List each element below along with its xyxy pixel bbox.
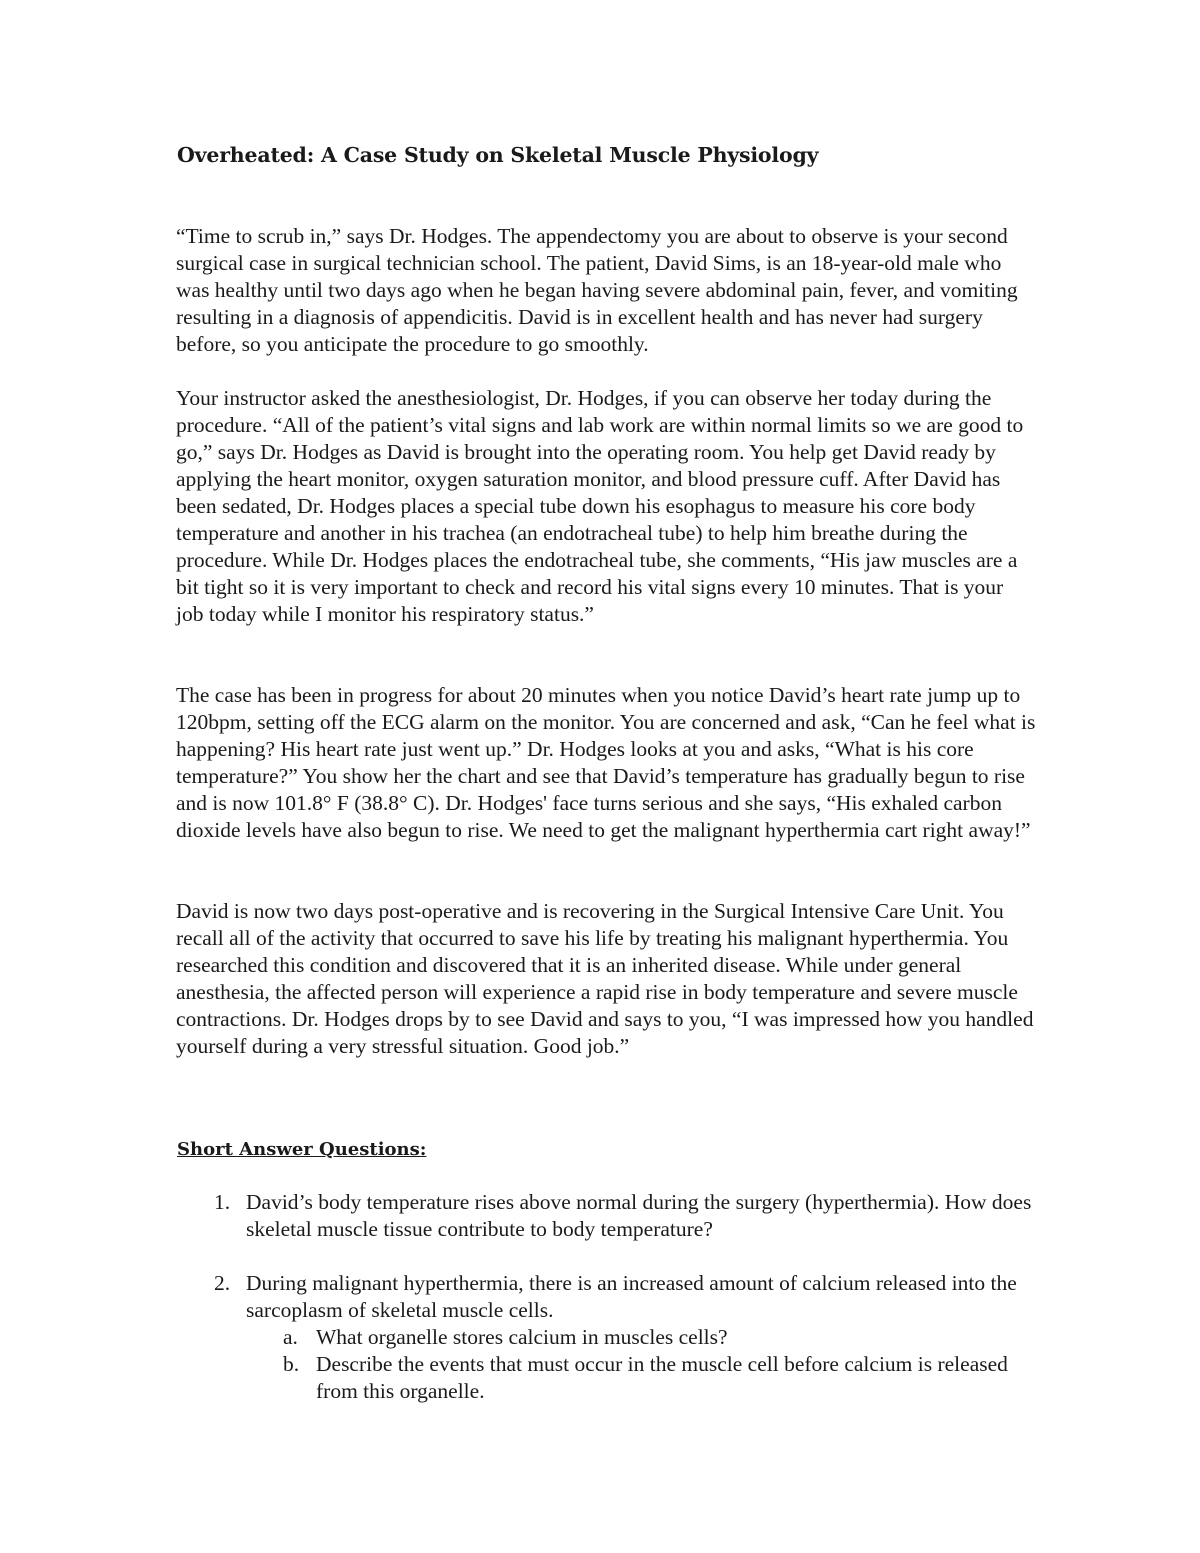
subitem-letter: b. xyxy=(283,1352,300,1376)
subitem-letter: a. xyxy=(283,1325,298,1349)
subitem-text: What organelle stores calcium in muscles cells? xyxy=(316,1325,728,1349)
question-number: 1. xyxy=(214,1190,231,1214)
question-subitem xyxy=(176,1324,1036,1351)
question-item xyxy=(176,1189,1036,1243)
questions-heading: Short Answer Questions: xyxy=(177,1139,427,1160)
paragraph-recovery: David is now two days post-operative and is recovering in the Surgical Intensive Care Unit. You recall all of the activity that occurred to save his life by treating his malignant hyperthermia. You researched this condition and discovered that it is an inherited disease. While under general anesthesia, the affected person will experience a rapid rise in body temperature and severe muscle contractions. Dr. Hodges drops by to see David and says to you, “I was impressed how you handled yourself during a very stressful situation. Good job.” xyxy=(176,899,1034,1058)
question-text: David’s body temperature rises above normal during the surgery (hyperthermia). How does skeletal muscle tissue contribute to body temperature? xyxy=(246,1190,1032,1241)
question-subitem xyxy=(176,1351,1036,1405)
paragraph-procedure: Your instructor asked the anesthesiologist, Dr. Hodges, if you can observe her today during the procedure. “All of the patient’s vital signs and lab work are within normal limits so we are good to go,” says Dr. Hodges as David is brought into the operating room. You help get David ready by applying the heart monitor, oxygen saturation monitor, and blood pressure cuff. After David has been sedated, Dr. Hodges places a special tube down his esophagus to measure his core body temperature and another in his trachea (an endotracheal tube) to help him breathe during the procedure. While Dr. Hodges places the endotracheal tube, she comments, “His jaw muscles are a bit tight so it is very important to check and record his vital signs every 10 minutes. That is your job today while I monitor his respiratory status.” xyxy=(176,386,1024,626)
question-item xyxy=(176,1270,1036,1324)
document-title: Overheated: A Case Study on Skeletal Muscle Physiology xyxy=(177,143,819,167)
paragraph-intro: “Time to scrub in,” says Dr. Hodges. The appendectomy you are about to observe is your second surgical case in surgical technician school. The patient, David Sims, is an 18-year-old male who was healthy until two days ago when he began having severe abdominal pain, fever, and vomiting resulting in a diagnosis of appendicitis. David is in excellent health and has never had surgery before, so you anticipate the procedure to go smoothly. xyxy=(176,224,1018,356)
question-text: During malignant hyperthermia, there is an increased amount of calcium released into the sarcoplasm of skeletal muscle cells. xyxy=(246,1271,1017,1322)
paragraph-complication: The case has been in progress for about 20 minutes when you notice David’s heart rate jump up to 120bpm, setting off the ECG alarm on the monitor. You are concerned and ask, “Can he feel what is happening? His heart rate just went up.” Dr. Hodges looks at you and asks, “What is his core temperature?” You show her the chart and see that David’s temperature has gradually begun to rise and is now 101.8° F (38.8° C). Dr. Hodges' face turns serious and she says, “His exhaled carbon dioxide levels have also begun to rise. We need to get the malignant hyperthermia cart right away!” xyxy=(176,683,1036,842)
subitem-text: Describe the events that must occur in the muscle cell before calcium is released from this organelle. xyxy=(316,1352,1008,1403)
question-number: 2. xyxy=(214,1271,231,1295)
